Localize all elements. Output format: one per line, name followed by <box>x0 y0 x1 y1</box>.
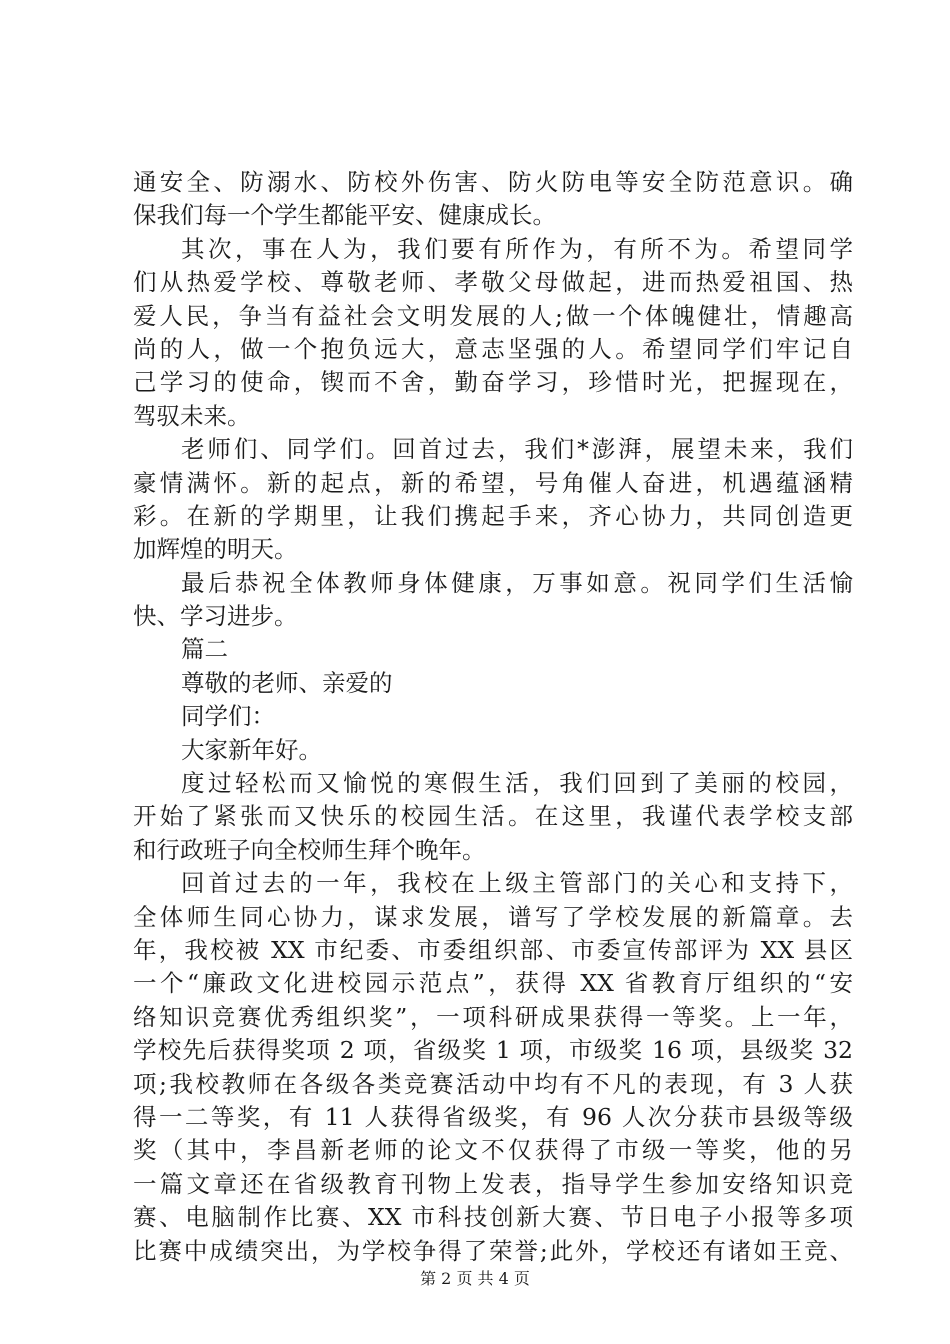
text-line: 开始了紧张而又快乐的校园生活。在这里，我谨代表学校支部 <box>133 802 853 831</box>
text-line: 尊敬的老师、亲爱的 <box>181 668 393 697</box>
text-line: 爱人民，争当有益社会文明发展的人;做一个体魄健壮，情趣高 <box>133 301 853 330</box>
text-line: 最后恭祝全体教师身体健康，万事如意。祝同学们生活愉 <box>181 568 853 597</box>
text-line: 篇二 <box>181 635 228 664</box>
text-line: 彩。在新的学期里，让我们携起手来，齐心协力，共同创造更 <box>133 501 853 530</box>
text-line: 项;我校教师在各级各类竞赛活动中均有不凡的表现，有 3 人获 <box>133 1069 853 1098</box>
text-line: 快、学习进步。 <box>133 602 298 631</box>
text-line: 度过轻松而又愉悦的寒假生活，我们回到了美丽的校园， <box>181 769 853 798</box>
text-line: 保我们每一个学生都能平安、健康成长。 <box>133 201 556 230</box>
text-line: 通安全、防溺水、防校外伤害、防火防电等安全防范意识。确 <box>133 168 853 196</box>
text-line: 加辉煌的明天。 <box>133 535 298 564</box>
text-line: 得一二等奖，有 11 人获得省级奖，有 96 人次分获市县级等级 <box>133 1102 853 1131</box>
text-line: 和行政班子向全校师生拜个晚年。 <box>133 835 486 864</box>
text-line: 豪情满怀。新的起点，新的希望，号角催人奋进，机遇蕴涵精 <box>133 468 853 497</box>
text-line: 赛、电脑制作比赛、XX 市科技创新大赛、节日电子小报等多项 <box>133 1203 853 1232</box>
text-line: 奖（其中，李昌新老师的论文不仅获得了市级一等奖，他的另 <box>133 1136 853 1165</box>
text-line: 们从热爱学校、尊敬老师、孝敬父母做起，进而热爱祖国、热 <box>133 268 853 297</box>
text-line: 尚的人，做一个抱负远大，意志坚强的人。希望同学们牢记自 <box>133 334 853 363</box>
text-line: 年，我校被 XX 市纪委、市委组织部、市委宣传部评为 XX 县区 <box>133 935 853 964</box>
text-line: 驾驭未来。 <box>133 401 251 430</box>
text-line: 比赛中成绩突出，为学校争得了荣誉;此外，学校还有诸如王竞、 <box>133 1236 853 1265</box>
text-line: 一篇文章还在省级教育刊物上发表，指导学生参加安络知识竞 <box>133 1169 853 1198</box>
text-line: 其次，事在人为，我们要有所作为，有所不为。希望同学 <box>181 234 853 263</box>
page-footer: 第 2 页 共 4 页 <box>420 1269 530 1288</box>
text-line: 一个“廉政文化进校园示范点”，获得 XX 省教育厅组织的“安 <box>133 969 853 998</box>
text-line: 络知识竞赛优秀组织奖”，一项科研成果获得一等奖。上一年， <box>133 1002 853 1031</box>
text-line: 学校先后获得奖项 2 项，省级奖 1 项，市级奖 16 项，县级奖 32 <box>133 1036 853 1065</box>
text-line: 回首过去的一年，我校在上级主管部门的关心和支持下， <box>181 869 853 898</box>
text-line: 同学们： <box>181 702 275 731</box>
document-body <box>133 166 853 1268</box>
text-line: 大家新年好。 <box>181 735 322 764</box>
text-line: 老师们、同学们。回首过去，我们*澎湃，展望未来，我们 <box>181 435 853 464</box>
text-line: 己学习的使命，锲而不舍，勤奋学习，珍惜时光，把握现在， <box>133 368 853 397</box>
text-line: 全体师生同心协力，谋求发展，谱写了学校发展的新篇章。去 <box>133 902 853 931</box>
